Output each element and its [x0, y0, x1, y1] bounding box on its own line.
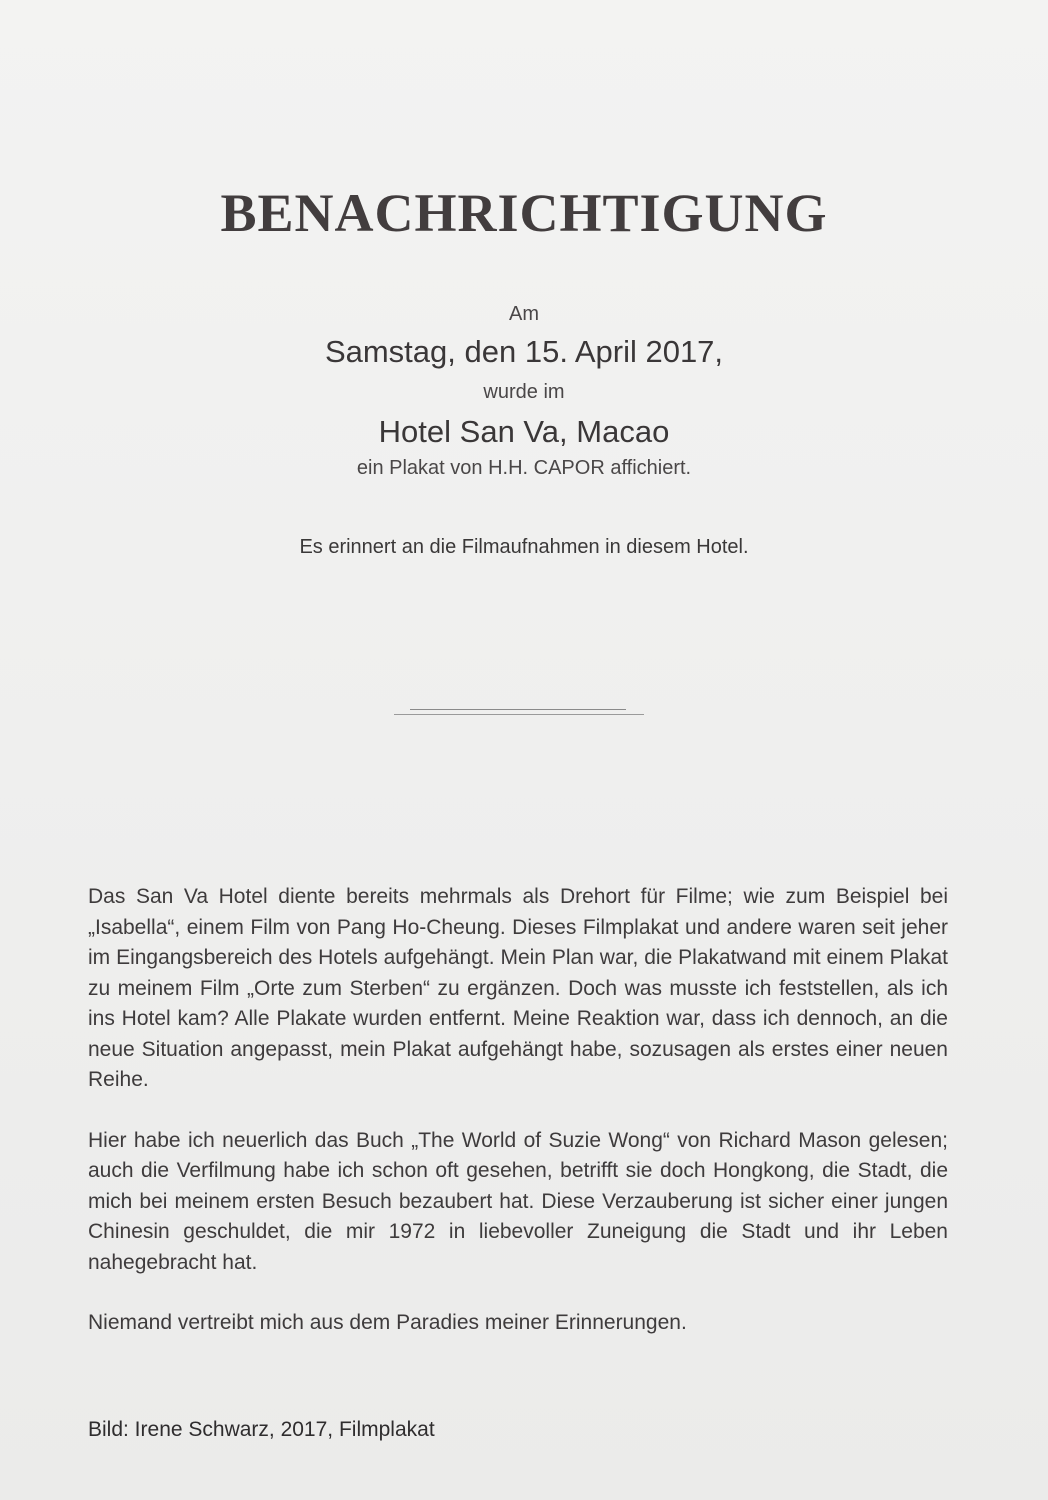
body-paragraph-2: Hier habe ich neuerlich das Buch „The World of Suzie Wong“ von Richard Mason gelesen; auch die Verfilmung habe ich schon oft gesehen, betrifft sie doch Hongkong, die Stadt, die mich bei meinem ersten Besuch bezaubert hat. Diese Verzauberung ist sicher einer jungen Chinesin geschuldet, die mir 1972 in liebevoller Zuneigung die Stadt und ihr Leben nahegebracht hat.: [88, 1128, 948, 1274]
image-credit: Bild: Irene Schwarz, 2017, Filmplakat: [88, 1418, 435, 1441]
body-text: [88, 882, 948, 1369]
body-paragraph-3: Niemand vertreibt mich aus dem Paradies meiner Erinnerungen.: [88, 1311, 687, 1334]
announcement-block: [0, 300, 1048, 482]
document-title: BENACHRICHTIGUNG: [220, 183, 828, 243]
divider-line-bottom: [394, 714, 644, 715]
body-paragraph-1: Das San Va Hotel diente bereits mehrmals als Drehort für Filme; wie zum Beispiel bei „Isabella“, einem Film von Pang Ho-Cheung. Dieses Filmplakat und andere waren seit jeher im Eingangsbereich des Hotels aufgehängt. Mein Plan war, die Plakatwand mit einem Plakat zu meinem Film „Orte zum Sterben“ zu ergänzen. Doch was musste ich feststellen, als ich ins Hotel kam? Alle Plakate wurden entfernt. Meine Reaktion war, dass ich dennoch, an die neue Situation angepasst, mein Plakat aufgehängt habe, sozusagen als erstes einer neuen Reihe.: [88, 885, 948, 1091]
reminder-line: Es erinnert an die Filmaufnahmen in diesem Hotel.: [299, 536, 749, 558]
announcement-wurde: wurde im: [483, 381, 565, 403]
divider-line-top: [410, 709, 626, 710]
announcement-date: Samstag, den 15. April 2017,: [324, 334, 724, 369]
announcement-location: Hotel San Va, Macao: [378, 414, 670, 449]
announcement-plakat: ein Plakat von H.H. CAPOR affichiert.: [356, 457, 692, 479]
announcement-am: Am: [509, 303, 539, 325]
